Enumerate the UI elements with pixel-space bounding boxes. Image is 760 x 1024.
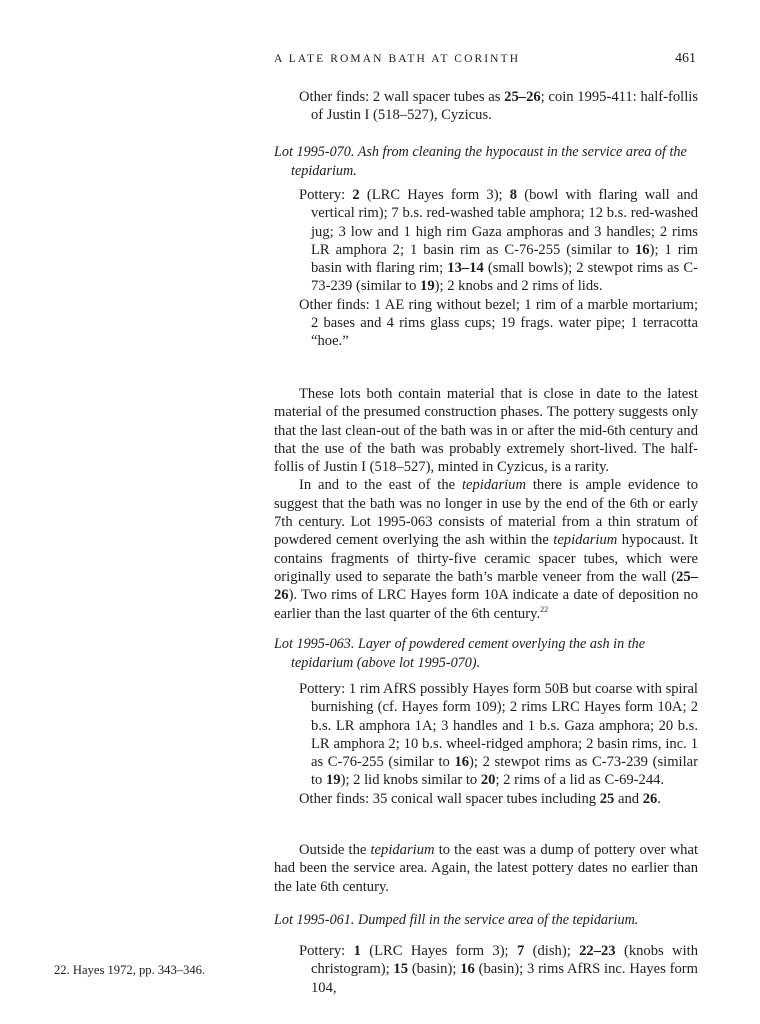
pottery-entry: Pottery: 1 (LRC Hayes form 3); 7 (dish); 22–23 (knobs with christogram); 15 (basin); 16 (basin); 3 rims AfRS inc. Hayes form 104, [299,943,698,996]
body-paragraph: These lots both contain material that is close in date to the latest material of the presumed construction phases. The pottery suggests only that the last clean-out of the bath was in or after the mid-6th century and that the use of the bath was probably extremely short-lived. The half-follis of Justin I (518–527), minted in Cyzicus, is a rarity. [274,386,698,476]
finds-block-061 [274,942,698,997]
body-paragraph: Outside the tepidarium to the east was a dump of pottery over what had been the service area. Again, the latest pottery dates no earlier than the late 6th century. [274,842,698,895]
body-paragraph: In and to the east of the tepidarium there is ample evidence to suggest that the bath was no longer in use by the end of the 6th or early 7th century. Lot 1995-063 consists of material from a thin stratum of powdered cement overlying the ash within the tepidarium hypocaust. It contains fragments of thirty-five ceramic spacer tubes, which were originally used to separate the bath’s marble veneer from the wall (25–26). Two rims of LRC Hayes form 10A indicate a date of deposition no earlier than the last quarter of the 6th century.$^{22}$ [274,477,698,622]
lot-block-063 [274,635,698,672]
pottery-entry: Pottery: 2 (LRC Hayes form 3); 8 (bowl with flaring wall and vertical rim); 7 b.s. red-washed table amphora; 12 b.s. red-washed jug; 3 low and 1 high rim Gaza amphoras and 3 handles; 2 rims LR amphora 2; 1 basin rim as C-76-255 (similar to 16); 1 rim basin with flaring rim; 13–14 (small bowls); 2 stewpot rims as C-73-239 (similar to 19); 2 knobs and 2 rims of lids. [299,187,698,295]
other-finds-entry: Other finds: 35 conical wall spacer tubes including 25 and 26. [299,790,661,807]
finds-block-070 [274,186,698,351]
lot-heading: Lot 1995-063. Layer of powdered cement overlying the ash in the tepidarium (above lot 1995-070). [274,636,646,671]
pottery-entry: Pottery: 1 rim AfRS possibly Hayes form 50B but coarse with spiral burnishing (cf. Hayes form 109); 2 rims LRC Hayes form 10A; 2 b.s. LR amphora 1A; 3 handles and 1 b.s. Gaza amphora; 20 b.s. LR amphora 2; 10 b.s. wheel-ridged amphora; 2 basin rims, inc. 1 as C-76-255 (similar to 16); 2 stewpot rims as C-73-239 (similar to 19); 2 lid knobs similar to 20; 2 rims of a lid as C-69-244. [299,681,698,789]
running-head [274,51,698,71]
body-text-2 [274,841,698,896]
finds-block-063 [274,680,698,808]
other-finds-entry: Other finds: 1 AE ring without bezel; 1 rim of a marble mortarium; 2 bases and 4 rims glass cups; 19 frags. water pipe; 1 terracotta “hoe.” [299,296,698,350]
lot-heading: Lot 1995-070. Ash from cleaning the hypocaust in the service area of the tepidarium. [274,144,687,179]
footnote: 22. Hayes 1972, pp. 343–346. [54,963,206,977]
finds-block-1 [274,88,698,125]
body-text-1 [274,385,698,623]
page-number: 461 [675,51,696,66]
lot-block-070 [274,143,698,180]
running-head-title: A LATE ROMAN BATH AT CORINTH [274,53,521,65]
lot-heading: Lot 1995-061. Dumped fill in the service area of the tepidarium. [274,912,639,928]
lot-block-061 [274,911,698,930]
other-finds-entry: Other finds: 2 wall spacer tubes as 25–26; coin 1995-411: half-follis of Justin I (518–527), Cyzicus. [299,89,698,124]
